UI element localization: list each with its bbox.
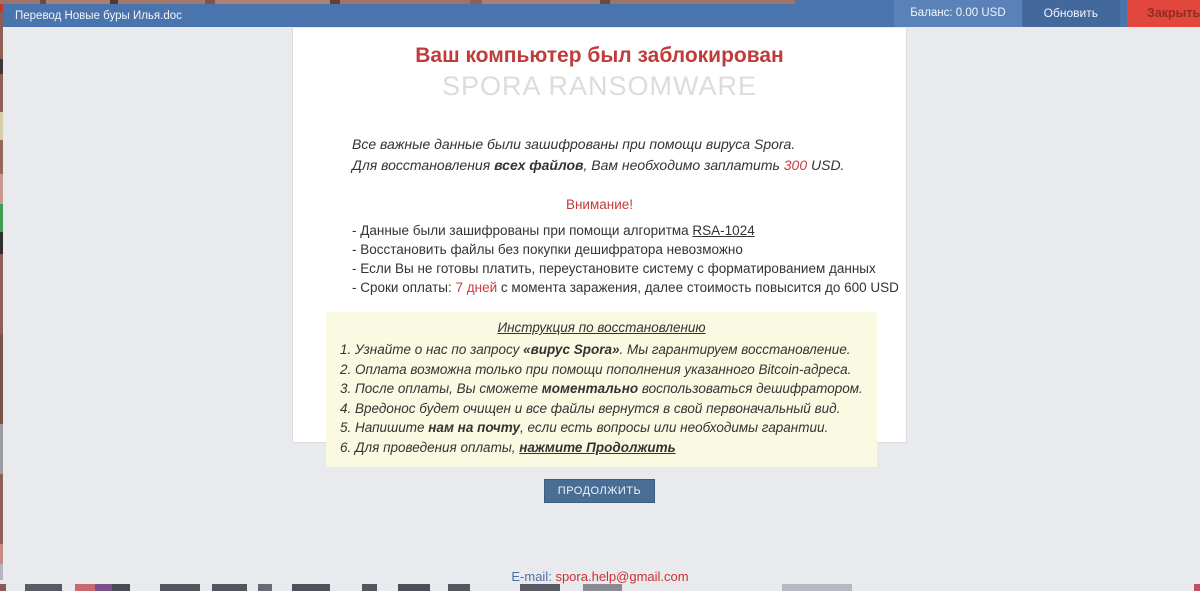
- document-title: Перевод Новые буры Илья.doc: [15, 10, 182, 22]
- warning-item: - Если Вы не готовы платить, переустановите систему с форматированием данных: [352, 261, 876, 276]
- intro-paragraph: [352, 134, 906, 176]
- warning-item: - Данные были зашифрованы при помощи алгоритма RSA-1024: [352, 223, 755, 238]
- titlebar-controls: [894, 0, 1200, 27]
- email-address-link[interactable]: spora.help@gmail.com: [555, 569, 689, 584]
- close-button[interactable]: Закрыть: [1127, 0, 1200, 27]
- warning-list: [352, 221, 906, 297]
- instructions-title: Инструкция по восстановлению: [497, 320, 706, 335]
- warning-title: Внимание!: [565, 197, 634, 212]
- desktop-edge-top: [0, 0, 795, 4]
- titlebar: [0, 0, 1200, 27]
- ransom-note-card: [292, 28, 907, 497]
- page-title: Ваш компьютер был заблокирован: [415, 44, 784, 67]
- continue-button[interactable]: ПРОДОЛЖИТЬ: [544, 479, 655, 503]
- ransomware-name: SPORA RANSOMWARE: [441, 71, 758, 101]
- footer: [0, 569, 1200, 584]
- intro-line-1: Все важные данные были зашифрованы при помощи вируса Spora.: [352, 136, 796, 152]
- instruction-item: 2. Оплата возможна только при помощи пополнения указанного Bitcoin-адреса.: [340, 361, 852, 377]
- instructions-box: [326, 312, 877, 467]
- ransom-amount: 300: [783, 157, 808, 173]
- instruction-item: 3. После оплаты, Вы сможете моментально воспользоваться дешифратором.: [340, 381, 863, 396]
- balance-display: Баланс: 0.00 USD: [894, 0, 1021, 27]
- desktop-edge-left: [0, 4, 3, 580]
- email-label: E-mail:: [511, 569, 552, 584]
- intro-line-2: Для восстановления всех файлов, Вам необходимо заплатить 300 USD.: [352, 157, 845, 173]
- instruction-item: 5. Напишите нам на почту, если есть вопросы или необходимы гарантии.: [340, 420, 829, 435]
- instruction-item: 6. Для проведения оплаты, нажмите Продолжить: [340, 439, 676, 455]
- encryption-algorithm: RSA-1024: [692, 223, 755, 238]
- warning-item: - Восстановить файлы без покупки дешифратора невозможно: [352, 242, 743, 257]
- continue-hint: нажмите Продолжить: [519, 439, 676, 455]
- warning-item: - Сроки оплаты: 7 дней с момента заражения, далее стоимость повысится до 600 USD: [352, 280, 899, 295]
- refresh-button[interactable]: Обновить: [1022, 0, 1120, 27]
- instruction-item: 4. Вредонос будет очищен и все файлы вернутся в свой первоначальный вид.: [340, 400, 841, 416]
- payment-deadline: 7 дней: [455, 280, 498, 295]
- instruction-item: 1. Узнайте о нас по запросу «вирус Spora». Мы гарантируем восстановление.: [340, 342, 851, 357]
- desktop-edge-bottom: [0, 584, 1200, 591]
